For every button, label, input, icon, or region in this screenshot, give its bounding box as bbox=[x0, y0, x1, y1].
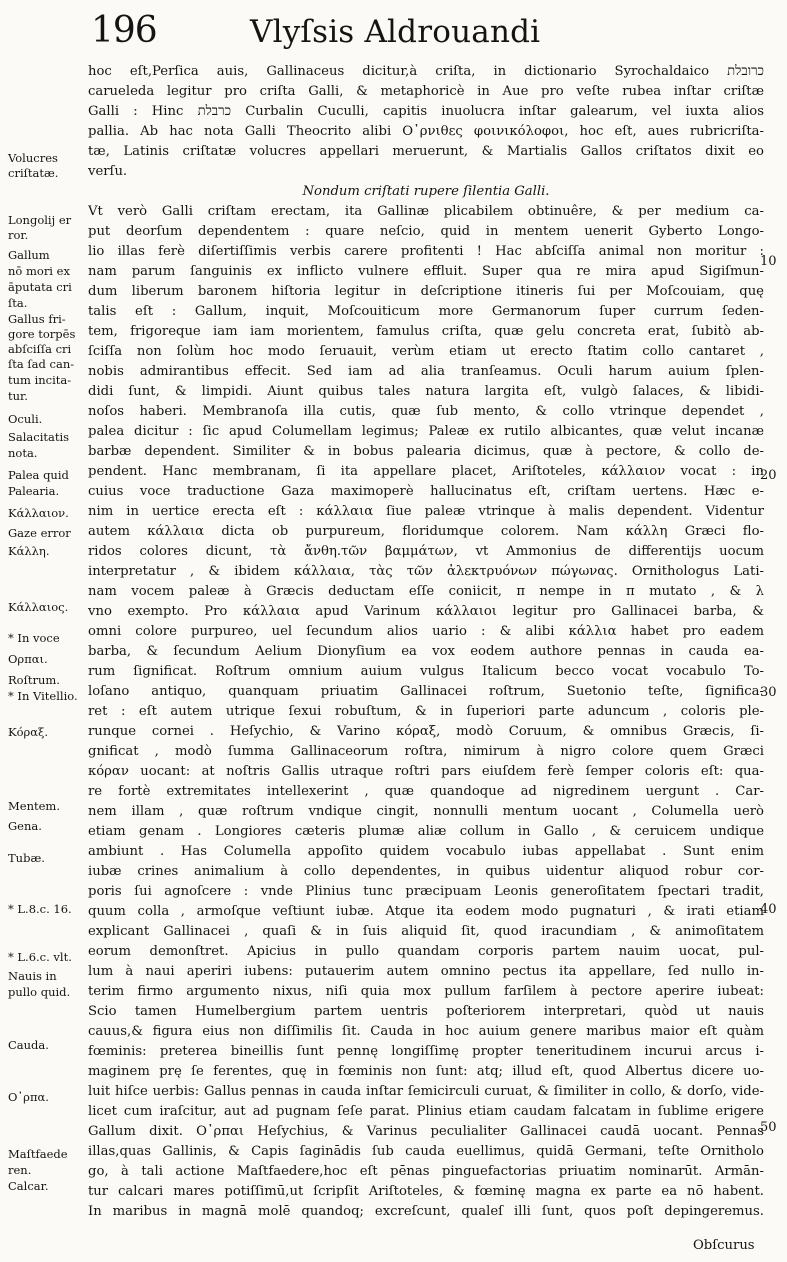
margin-note: Tubæ. bbox=[8, 851, 45, 865]
text-line: loſano antiquo, quanquam priuatim Gallinacei roſtrum, Suetonio teſte, ſignifica- bbox=[88, 684, 764, 699]
margin-note: Ορπαι. bbox=[8, 652, 48, 666]
margin-note: Κόραξ. bbox=[8, 725, 49, 739]
margin-note: āputata cri bbox=[8, 280, 72, 294]
text-line: nam vocem paleæ à Græcis deductam eſſe coniicit, π nempe in π mutato , & λ bbox=[88, 584, 764, 599]
margin-note: Palearia. bbox=[8, 484, 60, 498]
text-line: fœminis: preterea bineillis ſunt pennę longiſſimę propter teneritudinem incurui arcus i- bbox=[88, 1044, 764, 1059]
text-line: quum colla , armoſque veſtiunt iubæ. Atque ita eodem modo pugnaturi , & irati etiam bbox=[88, 904, 764, 919]
margin-note: Mentem. bbox=[8, 799, 60, 813]
text-line: dum liberum baronem hiſtoria legitur in deſcriptione itineris ſui per Moſcouiam, quę bbox=[88, 284, 764, 299]
text-line: interpretatur , & ibidem κάλλαια, τὰς τῶν ἀλεκτρυόνων πώγωνας. Ornithologus Lati- bbox=[88, 564, 764, 579]
margin-note: Gaze error bbox=[8, 526, 71, 540]
verse-quotation: Nondum criſtati rupere ſilentia Galli. bbox=[302, 184, 550, 199]
text-line: nim in uertice erecta eſt : κάλλαια ſiue paleæ vtrinque à malis dependent. Videntur bbox=[88, 504, 764, 519]
text-line: κόραν uocant: at noſtris Gallis utraque roſtri pars eiuſdem ferè ſemper coloris eſt: qua- bbox=[88, 764, 764, 779]
margin-note: Nauis in bbox=[8, 969, 57, 983]
text-line: eorum demonſtret. Apicius in pullo quandam corporis partem nauim uocat, pul- bbox=[88, 944, 764, 959]
margin-note: pullo quid. bbox=[8, 985, 71, 999]
margin-note: Κάλλαιος. bbox=[8, 600, 69, 614]
text-line: nam parum ſanguinis ex inflicto vulnere effluit. Super qua re mira apud Sigiſmun- bbox=[88, 264, 764, 279]
line-number: 50 bbox=[760, 1120, 777, 1135]
text-line: noſos haberi. Membranoſa illa cutis, quæ ſub mento, & collo vtrinque dependet , bbox=[88, 404, 764, 419]
text-line: tur calcari mares potiſſimū,ut ſcripſit Ariſtoteles, & fœminę magna ex parte ea nō habent. bbox=[88, 1184, 764, 1199]
text-line: maginem prę ſe ferentes, quę in fœminis non ſunt: atq; illud eſt, quod Albertus dicere uo- bbox=[88, 1064, 764, 1079]
text-line: explicant Gallinacei , quaſi & in ſuis aliquid ſit, quod iracundiam , & animoſitatem bbox=[88, 924, 764, 939]
margin-note: Gallus fri- bbox=[8, 312, 66, 326]
text-line: ſciſſa non ſolùm hoc modo ſeruauit, verùm etiam ut erecto ſtatim collo cantaret , bbox=[88, 344, 764, 359]
text-line: didi ſunt, & limpidi. Aiunt quibus tales natura largita eſt, vulgò ſalaces, & libidi- bbox=[88, 384, 764, 399]
margin-note: Κάλλη. bbox=[8, 544, 50, 558]
page-header bbox=[85, 8, 725, 54]
margin-note: abſciſſa cri bbox=[8, 342, 72, 356]
text-line: licet cum iraſcitur, aut ad pugnam ſeſe parat. Plinius etiam caudam falcatam in ſublime erigere bbox=[88, 1104, 764, 1119]
text-line: carueleda legitur pro criſta Galli, & metaphoricè in Aue pro veſte rubea inſtar criſtæ bbox=[88, 84, 764, 99]
text-line: barbæ dependent. Similiter & in bobus palearia dicimus, quæ à pectore, & collo de- bbox=[88, 444, 764, 459]
margin-note: * L.6.c. vlt. bbox=[8, 950, 72, 964]
margin-note: * L.8.c. 16. bbox=[8, 902, 72, 916]
margin-note: Maſtfaede bbox=[8, 1147, 68, 1161]
text-line: ret : eſt autem utrique ſexui robuſtum, & in ſuperiori parte aduncum , coloris ple- bbox=[88, 704, 764, 719]
margin-note: Κάλλαιον. bbox=[8, 506, 69, 520]
line-number: 20 bbox=[760, 468, 777, 483]
text-line: go, à tali actione Maſtfaedere,hoc eſt pēnas pinguefactorias priuatim nominarūt. Armān- bbox=[88, 1164, 764, 1179]
text-line: autem κάλλαια dicta ob purpureum, floridumque colorem. Nam κάλλη Græci flo- bbox=[88, 524, 764, 539]
text-line: hoc eſt,Perſica auis, Gallinaceus dicitur,à criſta, in dictionario Syrochaldaico כרובלת bbox=[88, 64, 764, 79]
text-line: tæ, Latinis criſtatæ volucres appellari meruerunt, & Martialis Gallos criſtatos dixit eo bbox=[88, 144, 764, 159]
text-line: rum ſignificat. Roſtrum omnium auium vulgus Italicum becco vocat vocabulo To- bbox=[88, 664, 764, 679]
text-line: In maribus in magnā molē quandoq; excreſcunt, qualeſ illi ſunt, quos poſt depingeremus. bbox=[88, 1204, 764, 1219]
text-line: lio illas ferè diſertiſſimis verbis carere profitenti ! Hac abſciſſa animal non moritur : bbox=[88, 244, 764, 259]
text-line: vno exempto. Pro κάλλαια apud Varinum κάλλαιοι legitur pro Gallinacei barba, & bbox=[88, 604, 764, 619]
margin-note: Palea quid bbox=[8, 468, 69, 482]
page-number: 196 bbox=[91, 10, 157, 51]
margin-note: ſta ſad can- bbox=[8, 357, 75, 371]
margin-note: criſtatæ. bbox=[8, 166, 59, 180]
margin-note: Oculi. bbox=[8, 412, 43, 426]
text-line: omni colore purpureo, uel ſecundum alios uario : & alibi κάλλια habet pro eadem bbox=[88, 624, 764, 639]
text-line: illas,quas Gallinis, & Capis ſaginādis ſub cauda euellimus, quidā Germani, teſte Ornitholo bbox=[88, 1144, 764, 1159]
text-line: put deorſum dependentem : quare neſcio, quid in mentem uenerit Gyberto Longo- bbox=[88, 224, 764, 239]
text-line: Vt verò Galli criſtam erectam, ita Gallinæ plicabilem obtinuêre, & per medium ca- bbox=[88, 204, 764, 219]
margin-note: nota. bbox=[8, 446, 38, 460]
text-line: gnificat , modò ſumma Gallinaceorum roſtra, nimirum à nigro colore quem Græci bbox=[88, 744, 764, 759]
margin-note: tur. bbox=[8, 389, 28, 403]
text-line: Scio tamen Humelbergium partem uentris poſteriorem interpretari, quòd ut nauis bbox=[88, 1004, 764, 1019]
text-line: nem illam , quæ roſtrum vndique cingit, nonnulli mentum uocant , Columella uerò bbox=[88, 804, 764, 819]
line-number: 40 bbox=[760, 902, 777, 917]
text-line: poris ſui agnoſcere : vnde Plinius tunc præcipuam Leonis generoſitatem ſpectari tradit, bbox=[88, 884, 764, 899]
margin-note: * In voce bbox=[8, 631, 60, 645]
text-line: runque cornei . Heſychio, & Varino κόραξ, modò Coruum, & omnibus Græcis, ſi- bbox=[88, 724, 764, 739]
text-line: barba, & ſecundum Aelium Dionyſium ea vox eodem authore pennas in cauda ea- bbox=[88, 644, 764, 659]
text-line: tem, frigoreque iam iam morientem, famulus criſta, quæ gelu concreta erat, ſubitò ab- bbox=[88, 324, 764, 339]
text-line: etiam genam . Longiores cæteris plumæ aliæ collum in Gallo , & ceruicem undique bbox=[88, 824, 764, 839]
margin-note: nō mori ex bbox=[8, 264, 70, 278]
line-number: 30 bbox=[760, 685, 777, 700]
text-line: re fortè extremitates intellexerint , quæ quandoque ad nigredinem uergunt . Car- bbox=[88, 784, 764, 799]
text-line: ridos colores dicunt, τὰ ἄνθη.τῶν βαμμάτων, vt Ammonius de differentijs uocum bbox=[88, 544, 764, 559]
margin-note: Cauda. bbox=[8, 1038, 49, 1052]
text-line: cuius voce traductione Gaza maximoperè hallucinatus eſt, criſtam uertens. Hæc e- bbox=[88, 484, 764, 499]
text-line: pendent. Hanc membranam, ſi ita appellare placet, Ariſtoteles, κάλλαιον vocat : in bbox=[88, 464, 764, 479]
running-head: Vlyſsis Aldrouandi bbox=[250, 14, 541, 50]
text-line: palea dicitur : ſic apud Columellam legimus; Paleæ ex rutilo albicantes, quæ velut incanæ bbox=[88, 424, 764, 439]
text-line: cauus,& figura eius non diſſimilis ſit. Cauda in hoc auium genere maribus maior eſt quàm bbox=[88, 1024, 764, 1039]
margin-note: Volucres bbox=[8, 151, 58, 165]
margin-note: tum incita- bbox=[8, 373, 72, 387]
text-line bbox=[88, 1224, 764, 1239]
catchword: Obſcurus bbox=[693, 1238, 755, 1253]
text-line: pallia. Ab hac nota Galli Theocrito alibi Ο᾽ρνιθες φοινικόλοφοι, hoc eſt, aues rubricriſta- bbox=[88, 124, 764, 139]
margin-note: Calcar. bbox=[8, 1179, 49, 1193]
margin-note: gore torpēs bbox=[8, 327, 76, 341]
text-line: verſu. bbox=[88, 164, 128, 179]
margin-note: ren. bbox=[8, 1163, 32, 1177]
margin-note: ſta. bbox=[8, 296, 28, 310]
text-line: Gallum dixit. Ο᾽ρπαι Heſychius, & Varinus peculialiter Gallinacei caudā uocant. Pennas bbox=[88, 1124, 764, 1139]
margin-note: Longolij er bbox=[8, 213, 72, 227]
text-line: lum à naui aperiri iubens: putauerim autem omnino pectus ita appellare, ſed nullo in- bbox=[88, 964, 764, 979]
margin-note: Roſtrum. bbox=[8, 673, 60, 687]
line-number: 10 bbox=[760, 254, 777, 269]
margin-note: * In Vitellio. bbox=[8, 689, 78, 703]
text-line: terim firmo argumento nixus, niſi quia mox pullum farſilem à pectore aperire iubeat: bbox=[88, 984, 764, 999]
text-line: ambiunt . Has Columella appoſito quidem vocabulo iubas appellabat . Sunt enim bbox=[88, 844, 764, 859]
margin-note: Salacitatis bbox=[8, 430, 70, 444]
text-line: luit hiſce uerbis: Gallus pennas in cauda inſtar ſemicirculi curuat, & ſimiliter in collo, & dorſo, vide- bbox=[88, 1084, 764, 1099]
text-line: Galli : Hinc כרבלת Curbalin Cuculli, capitis inuolucra inſtar galearum, vel iuxta alios bbox=[88, 104, 764, 119]
margin-note: Ο᾽ρπα. bbox=[8, 1090, 49, 1104]
text-line: nobis admirantibus effecit. Sed iam ad alia tranſeamus. Oculi harum auium ſplen- bbox=[88, 364, 764, 379]
text-line: talis eſt : Gallum, inquit, Moſcouiticum more Germanorum ſuper currum ſeden- bbox=[88, 304, 764, 319]
margin-note: Gallum bbox=[8, 248, 50, 262]
text-line: iubæ crines animalium à collo dependentes, in quibus uidentur aliquod robur cor- bbox=[88, 864, 764, 879]
margin-note: ror. bbox=[8, 228, 29, 242]
margin-note: Gena. bbox=[8, 819, 42, 833]
